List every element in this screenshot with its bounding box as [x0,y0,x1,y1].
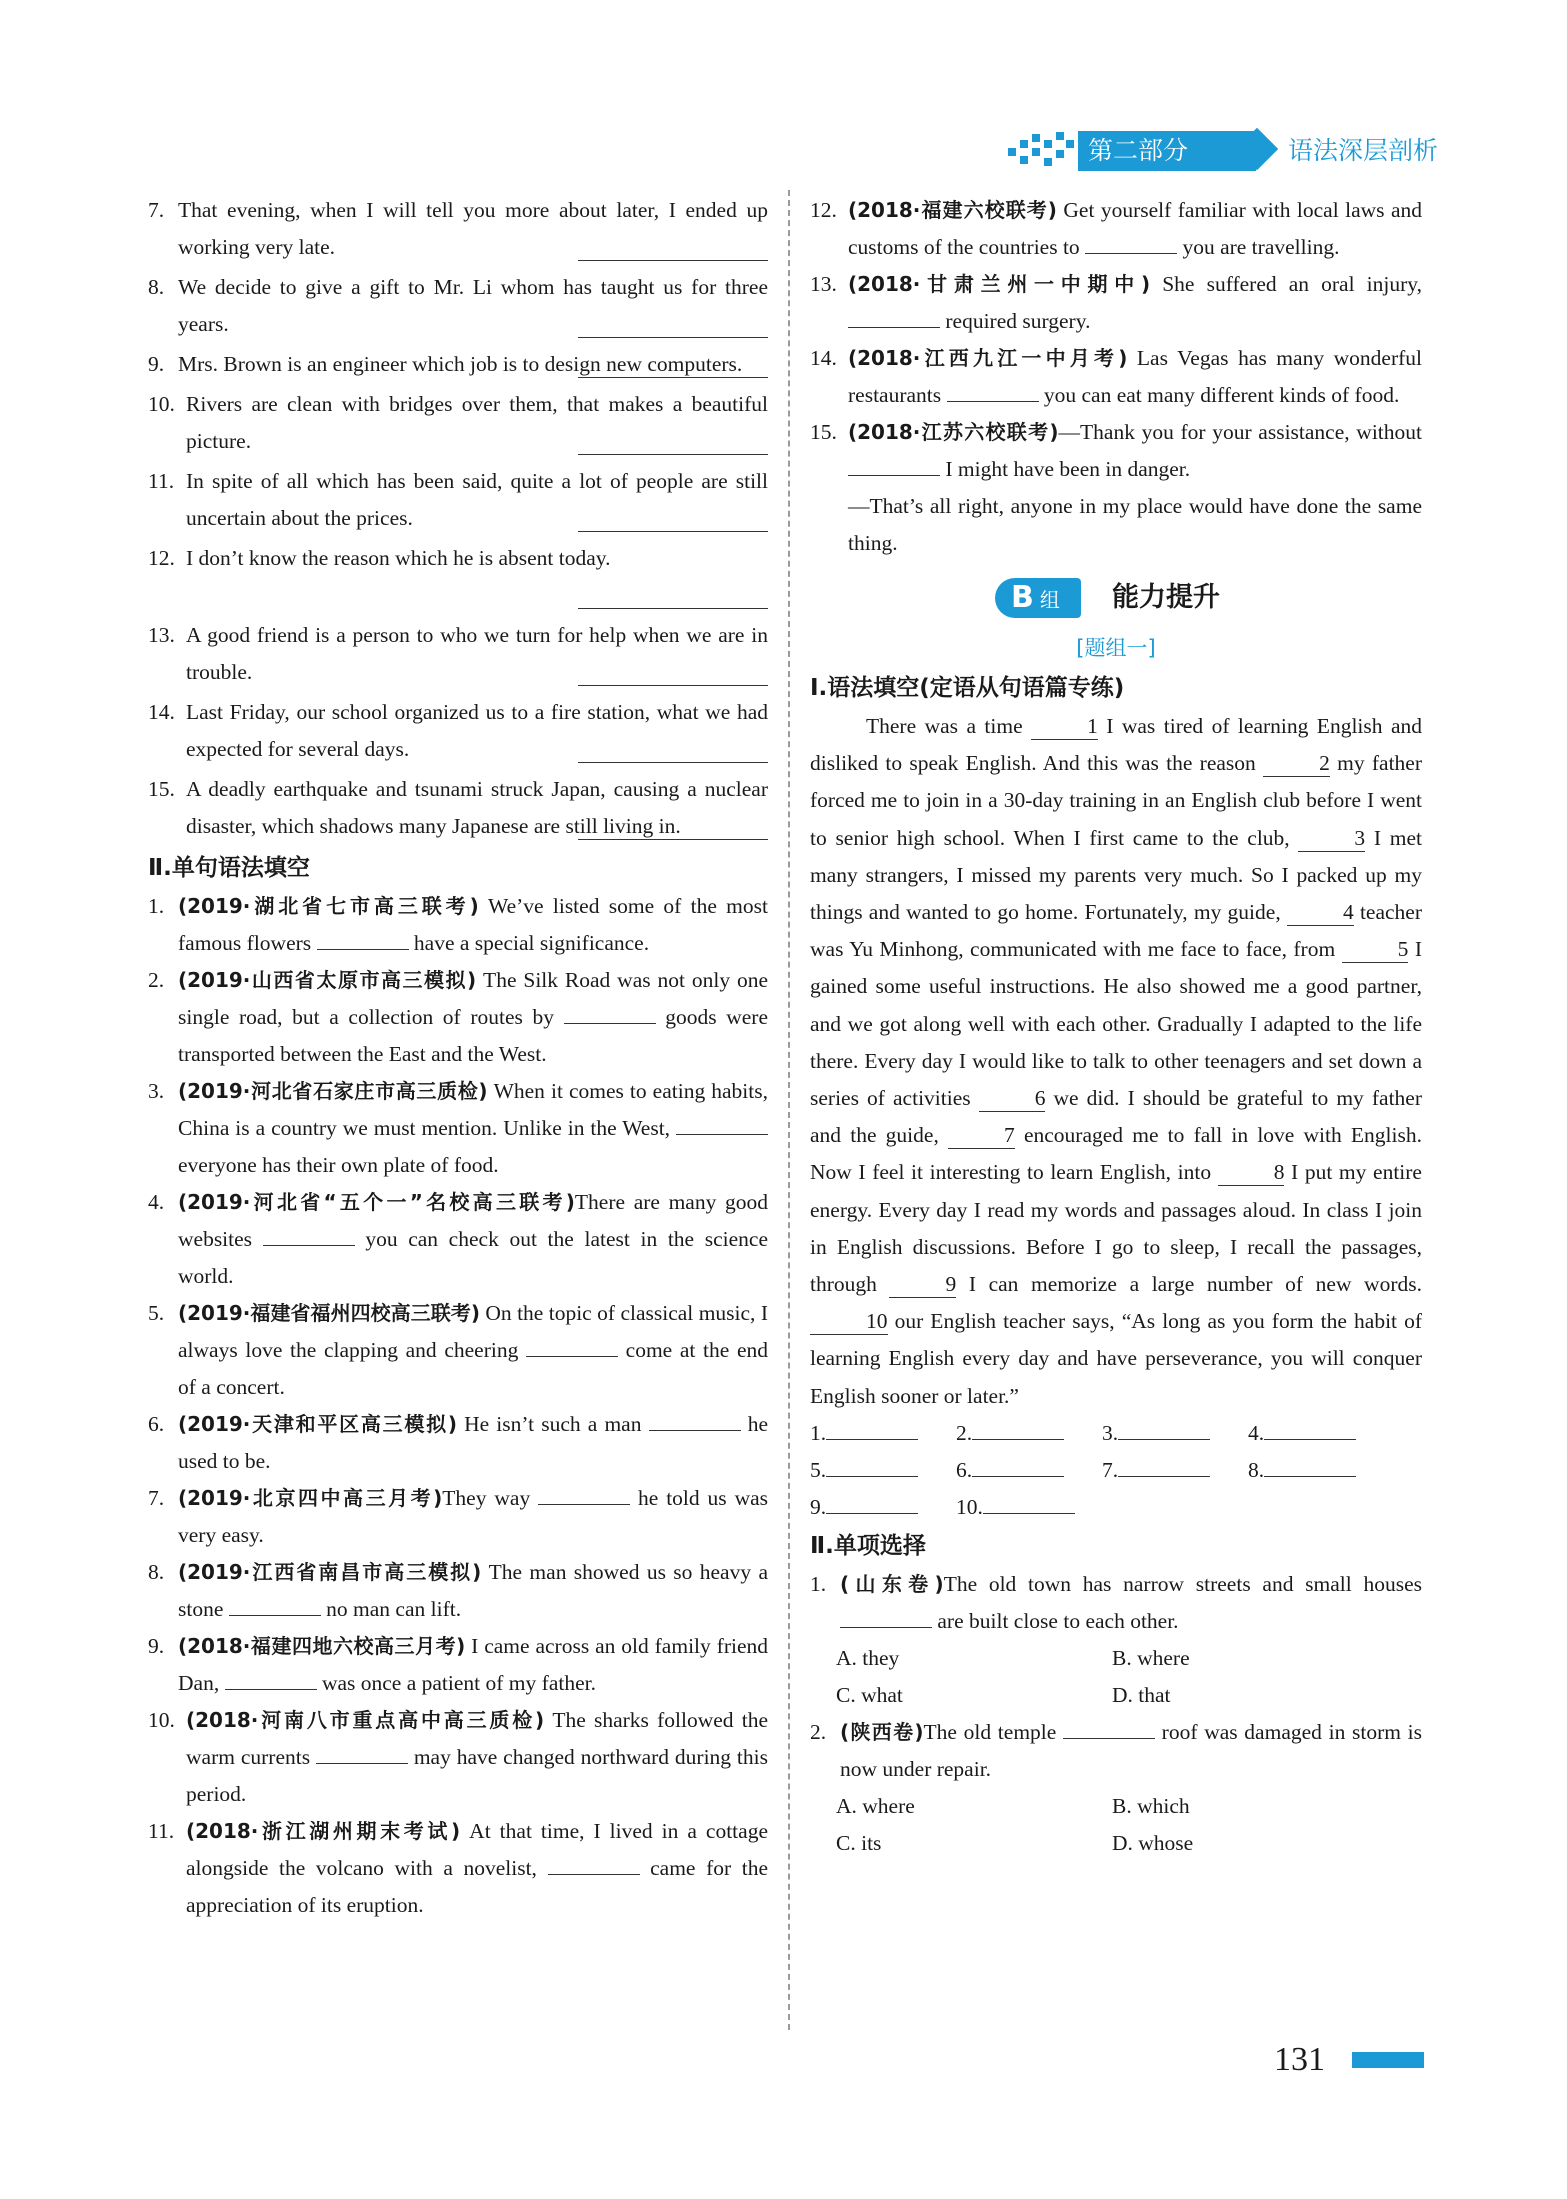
passage-segment: I gained some useful instructions. He also showed me a good partner, and we got along well with each other. Gradually I adapted to the life there. Every day I would like to talk to other teenagers and set down a series of activities [810,937,1422,1111]
passage-segment: our English teacher says, “As long as you form the habit of learning English every day and have perseverance, you will conquer English sooner or later.” [810,1309,1422,1408]
answer-underline[interactable] [826,1456,918,1477]
passage-segment: I was tired of learning English and disliked to speak English. And this was the reason [810,714,1422,776]
passage-segment: teacher was Yu Minhong, communicated with me face to face, from [810,900,1422,962]
answer-underline[interactable] [1118,1456,1210,1477]
answer-blank[interactable] [526,1338,618,1357]
section-title-passage: Ⅰ.语法填空(定语从句语篇专练) [810,675,1125,701]
question-number: 2. [148,968,165,992]
question-text-b: are built close to each other. [932,1608,1179,1633]
subgroup-title: [题组一] [1076,636,1156,660]
group-heading [810,572,1422,628]
question-number: 8. [148,1560,165,1584]
options-grid [810,1640,1422,1714]
question-text-b: no man can lift. [320,1597,462,1621]
answer-line[interactable] [578,250,768,261]
question-source: (2019·湖北省七市高三联考) [178,894,479,918]
answer-number: 1. [810,1420,827,1445]
answer-blank[interactable] [225,1671,317,1690]
answer-line[interactable] [578,327,768,338]
question-number: 15. [148,777,175,801]
question-source: (2019·江西省南昌市高三模拟) [178,1560,482,1584]
question-text-b: may have changed northward during this period. [186,1745,768,1806]
part-label: 第二部分 [1078,131,1256,171]
answer-cell [1102,1452,1248,1489]
numbered-blank[interactable]: 6 [979,1085,1046,1112]
answer-cell [956,1489,1102,1526]
question-text-b: required surgery. [940,309,1091,333]
answer-underline[interactable] [972,1456,1064,1477]
correction-question [148,694,768,763]
question-text-b: come at the end of a concert. [178,1338,768,1399]
correction-question [148,269,768,338]
numbered-blank[interactable]: 9 [889,1271,956,1298]
answer-blank[interactable] [548,1856,640,1875]
question-source: (2018·浙江湖州期末考试) [186,1819,461,1843]
group-title: 能力提升 [1112,582,1220,613]
answer-number: 8. [1248,1457,1265,1482]
answer-number: 4. [1248,1420,1265,1445]
option[interactable]: C. its [836,1830,882,1855]
fill-in-question [810,340,1422,414]
passage-segment: I can memorize a large number of new words. [956,1272,1422,1297]
question-text-a: At that time, I lived in a cottage alongside the volcano with a novelist, [186,1819,768,1880]
fill-in-questions-continued [810,192,1422,488]
question-number: 7. [148,1486,165,1510]
choice-question [810,1566,1422,1640]
correction-question [148,617,768,686]
q15-reply: —That’s all right, anyone in my place would have done the same thing. [848,494,1422,555]
question-source: (2019·福建省福州四校高三联考) [178,1301,480,1325]
answer-underline[interactable] [1118,1419,1210,1440]
answer-cell [956,1415,1102,1452]
answer-underline[interactable] [983,1493,1075,1514]
answer-underline[interactable] [1264,1419,1356,1440]
answer-number: 9. [810,1494,827,1519]
answer-blank[interactable] [1085,235,1177,254]
question-text-a: The sharks followed the warm currents [186,1708,768,1769]
fill-in-question [148,1554,768,1628]
question-text-a: Get yourself familiar with local laws and customs of the countries to [848,198,1422,259]
question-number: 5. [148,1301,165,1325]
correction-question [148,346,768,378]
question-number: 2. [810,1719,827,1744]
answer-number: 2. [956,1420,973,1445]
passage-segment: we did. I should be grateful to my father and the guide, [810,1086,1422,1148]
question-source: (2019·天津和平区高三模拟) [178,1412,457,1436]
option[interactable]: C. what [836,1682,903,1707]
numbered-blank[interactable]: 7 [948,1122,1015,1149]
option[interactable]: B. where [1112,1645,1190,1670]
option[interactable]: D. that [1112,1682,1171,1707]
question-number: 12. [810,198,837,222]
option[interactable]: A. they [836,1645,900,1670]
correction-question [148,540,768,609]
page-number-bar [1352,2052,1424,2068]
question-number: 11. [148,1819,175,1843]
answer-blank[interactable] [316,1745,408,1764]
answer-cell [810,1489,956,1526]
answer-blank[interactable] [649,1412,741,1431]
numbered-blank[interactable]: 1 [1031,713,1098,740]
question-text-a: Las Vegas has many wonderful restaurants [848,346,1423,407]
question-source: (2018·江苏六校联考) [848,420,1059,444]
answer-blank[interactable] [263,1227,355,1246]
question-text: I don’t know the reason which he is absent today. [186,546,611,570]
question-source: (2019·河北省石家庄市高三质检) [178,1079,488,1103]
page-number: 131 [1274,2041,1325,2078]
answer-blanks [810,1415,1422,1526]
question-number: 13. [810,272,837,296]
question-number: 3. [148,1079,165,1103]
passage-segment: I met many strangers, I missed my parents very much. So I packed up my things and wanted to go home. Fortunately, my guide, [810,825,1422,925]
question-number: 9. [148,1634,165,1658]
question-text-a: —Thank you for your assistance, without [1058,420,1422,444]
correction-question [148,192,768,261]
fill-in-question [148,1184,768,1295]
fill-in-question [148,1628,768,1702]
question-number: 6. [148,1412,165,1436]
fill-in-question [810,266,1422,340]
answer-number: 3. [1102,1420,1119,1445]
question-source: (2019·河北省“五个一”名校高三联考) [178,1190,575,1214]
fill-in-question [810,192,1422,266]
answer-blank[interactable] [229,1597,321,1616]
answer-line[interactable] [578,521,768,532]
question-text-b: you can eat many different kinds of food. [1038,383,1400,407]
answer-blank[interactable] [848,309,940,328]
answer-number: 10. [956,1494,983,1519]
question-text-a: They way [442,1486,539,1510]
question-text: Rivers are clean with bridges over them, that makes a beautiful picture. [186,392,768,453]
question-text-a: We’ve listed some of the most famous flowers [178,894,768,955]
answer-cell [956,1452,1102,1489]
passage-segment: encouraged me to fall in love with English. Now I feel it interesting to learn English, into [810,1123,1422,1185]
answer-blank[interactable] [1063,1720,1155,1739]
answer-number: 7. [1102,1457,1119,1482]
numbered-blank[interactable]: 10 [810,1308,888,1335]
answer-underline[interactable] [972,1419,1064,1440]
question-text-b: was once a patient of my father. [316,1671,596,1695]
question-source: (2018·福建六校联考) [848,198,1057,222]
choice-question [810,1714,1422,1788]
question-number: 10. [148,1708,175,1732]
question-text-a: The old town has narrow streets and small houses [943,1571,1423,1596]
answer-number: 5. [810,1457,827,1482]
question-text-b: he used to be. [178,1412,769,1473]
answer-underline[interactable] [1264,1456,1356,1477]
question-text-a: The old temple [923,1719,1063,1744]
passage-segment: I put my entire energy. Every day I read my words and passages aloud. In class I join in English discussions. Before I go to sleep, I recall the passages, through [810,1160,1422,1297]
answer-blank[interactable] [947,383,1039,402]
answer-blank[interactable] [564,1005,656,1024]
question-text-b: goods were transported between the East and the West. [178,1005,768,1066]
question-number: 4. [148,1190,165,1214]
correction-question [148,386,768,455]
fill-in-question [148,1406,768,1480]
question-text-b: you can check out the latest in the science world. [178,1227,769,1288]
question-text: That evening, when I will tell you more about later, I ended up working very late. [178,198,768,259]
fill-in-question [148,1813,768,1924]
answer-blank[interactable] [538,1486,630,1505]
question-number: 9. [148,352,165,376]
question-text-a: The Silk Road was not only one single road, but a collection of routes by [178,968,769,1029]
question-source: (陕西卷) [840,1719,924,1744]
multiple-choice-questions [810,1566,1422,1862]
answer-line[interactable] [578,598,768,609]
question-number: 8. [148,275,165,299]
question-source: (2018·福建四地六校高三月考) [178,1634,466,1658]
option[interactable]: D. whose [1112,1830,1194,1855]
numbered-blank[interactable]: 8 [1218,1159,1285,1186]
question-number: 11. [148,469,175,493]
answer-blank[interactable] [676,1116,768,1135]
fill-in-question [148,1073,768,1184]
answer-blank[interactable] [317,931,409,950]
question-text-b: I might have been in danger. [940,457,1191,481]
numbered-blank[interactable]: 2 [1263,750,1330,777]
group-badge: B组 [995,578,1081,618]
question-source: (2018·甘肃兰州一中期中) [848,272,1151,296]
question-text: We decide to give a gift to Mr. Li whom has taught us for three years. [178,275,768,336]
section-title-multiple-choice: Ⅱ.单项选择 [810,1532,926,1559]
header-title: 语法深层剖析 [1288,136,1439,165]
answer-blank[interactable] [848,457,940,476]
question-number: 14. [810,346,837,370]
answer-blank[interactable] [840,1609,932,1628]
question-text-b: have a special significance. [408,931,650,955]
fill-in-question [148,888,768,962]
answer-number: 6. [956,1457,973,1482]
question-text-b: everyone has their own plate of food. [178,1153,499,1177]
left-column [148,192,768,1924]
answer-cell [1248,1415,1394,1452]
question-source: (2019·北京四中高三月考) [178,1486,443,1510]
fill-in-question [148,1295,768,1406]
question-source: (2018·江西九江一中月考) [848,346,1128,370]
question-number: 1. [148,894,165,918]
question-text-b: you are travelling. [1177,235,1340,259]
question-number: 7. [148,198,165,222]
answer-cell [810,1452,956,1489]
question-text-b: came for the appreciation of its eruption. [186,1856,769,1917]
question-number: 12. [148,546,175,570]
fill-in-question [148,1702,768,1813]
fill-in-question [148,962,768,1073]
question-number: 10. [148,392,175,416]
question-text: Last Friday, our school organized us to a fire station, what we had expected for several days. [186,700,768,761]
question-text-a: She suffered an oral injury, [1150,272,1422,296]
correction-question [148,771,768,840]
fill-in-question [148,1480,768,1554]
answer-cell [810,1415,956,1452]
correction-questions [148,192,768,840]
numbered-blank[interactable]: 3 [1298,825,1365,852]
numbered-blank[interactable]: 5 [1342,936,1409,963]
answer-cell [1248,1452,1394,1489]
question-text: Mrs. Brown is an engineer which job is to design new computers. [178,352,743,376]
section-title-fill-in: Ⅱ.单句语法填空 [148,855,310,881]
fill-in-question [810,414,1422,488]
answer-underline[interactable] [826,1493,918,1514]
fill-in-questions [148,888,768,1924]
question-text-a: He isn’t such a man [457,1412,649,1436]
question-text-a: On the topic of classical music, I always love the clapping and cheering [178,1301,768,1362]
question-text: A good friend is a person to who we turn for help when we are in trouble. [186,623,768,684]
page-header [1006,128,1446,176]
answer-line[interactable] [578,444,768,455]
question-text-b: he told us was very easy. [178,1486,769,1547]
question-source: (2019·山西省太原市高三模拟) [178,968,477,992]
question-source: (山东卷) [840,1571,944,1596]
question-text: A deadly earthquake and tsunami struck Japan, causing a nuclear disaster, which shadows many Japanese are still living in. [186,777,768,838]
mosaic-logo-icon [1006,130,1076,170]
right-column [810,192,1422,1862]
option[interactable]: B. which [1112,1793,1190,1818]
question-text-a: I came across an old family friend Dan, [178,1634,768,1695]
question-number: 15. [810,420,837,444]
question-number: 14. [148,700,175,724]
answer-line[interactable] [578,675,768,686]
question-text-a: When it comes to eating habits, China is a country we must mention. Unlike in the West, [178,1079,768,1140]
answer-cell [1102,1415,1248,1452]
option[interactable]: A. where [836,1793,915,1818]
passage-text [810,708,1422,1415]
answer-underline[interactable] [826,1419,918,1440]
correction-question [148,463,768,532]
question-number: 1. [810,1571,827,1596]
question-text-a: The man showed us so heavy a stone [178,1560,768,1621]
numbered-blank[interactable]: 4 [1287,899,1354,926]
passage-segment: There was a time [866,714,1032,738]
options-grid [810,1788,1422,1862]
question-source: (2018·河南八市重点高中高三质检) [186,1708,545,1732]
passage-segment: my father forced me to join in a 30-day training in an English club before I went to senior high school. When I first came to the club, [810,751,1422,850]
question-text: In spite of all which has been said, quite a lot of people are still uncertain about the prices. [186,469,768,530]
answer-line[interactable] [578,752,768,763]
question-text-a: There are many good websites [178,1190,769,1251]
column-divider [788,190,790,2030]
question-number: 13. [148,623,175,647]
question-text-b: roof was damaged in storm is now under repair. [840,1719,1423,1781]
